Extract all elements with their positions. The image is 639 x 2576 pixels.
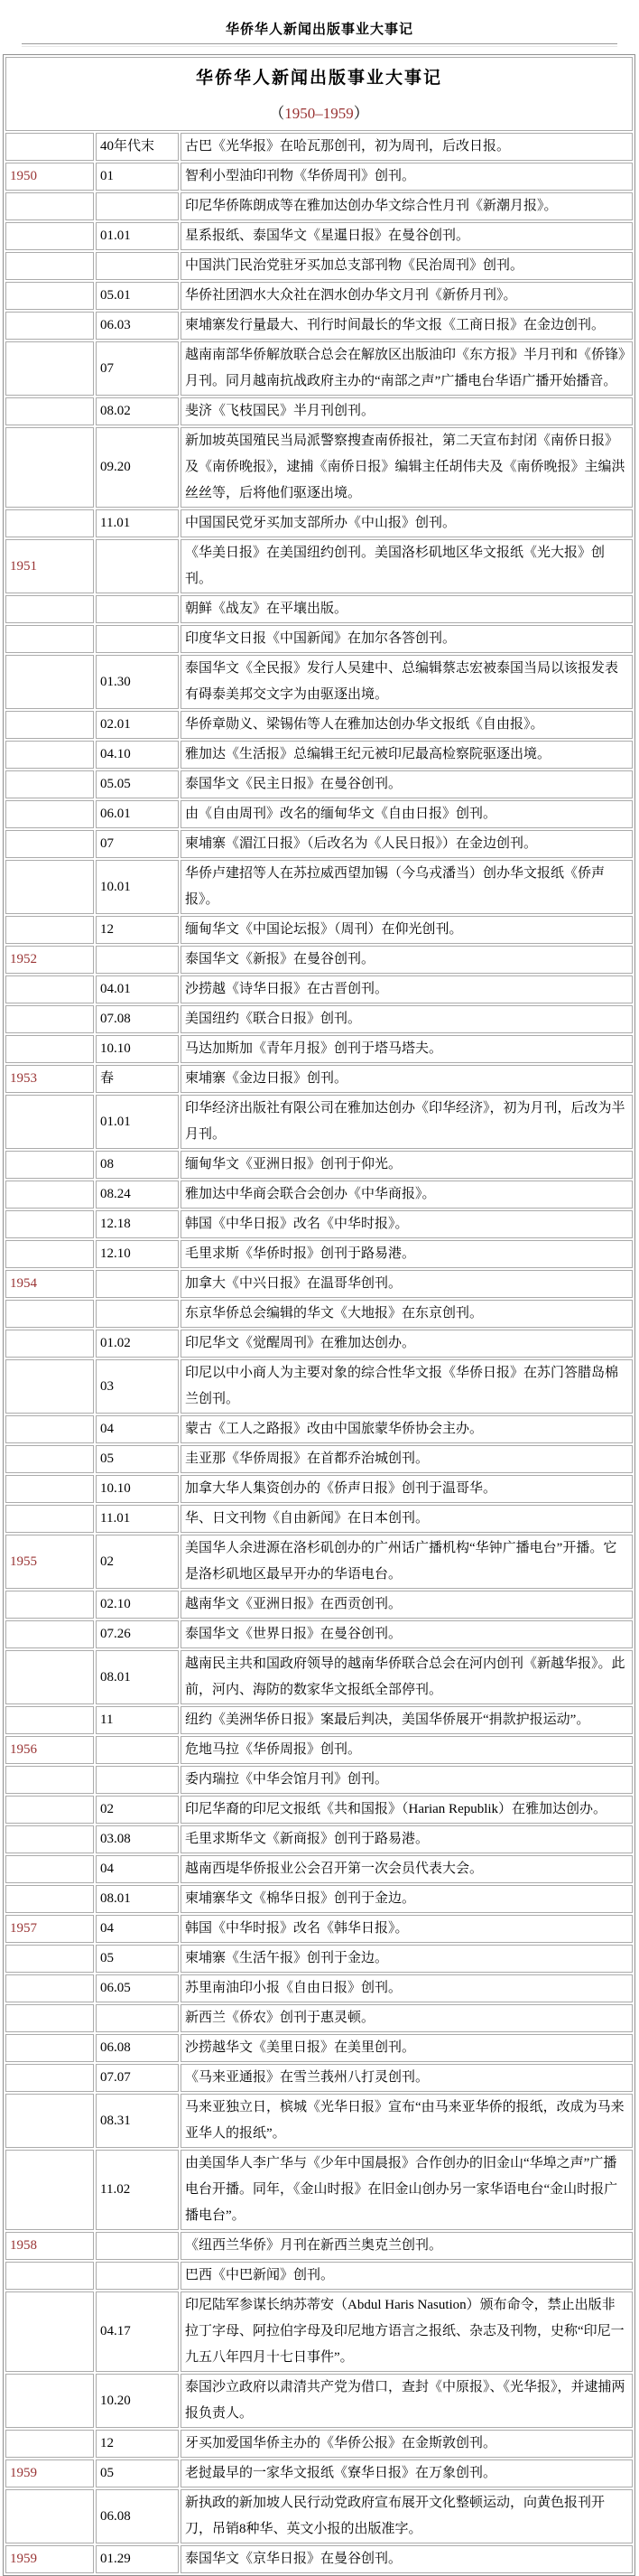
table-row — [5, 595, 633, 623]
table-row — [5, 1766, 633, 1794]
date-cell: 08.02 — [96, 397, 179, 425]
table-title: 华侨华人新闻出版事业大事记 — [195, 69, 442, 88]
date-cell — [96, 2232, 179, 2260]
date-cell: 09.20 — [96, 427, 179, 508]
date-cell — [96, 252, 179, 280]
table-row — [5, 1035, 633, 1063]
date-cell — [96, 1766, 179, 1794]
table-row — [5, 2094, 633, 2148]
date-cell: 02.10 — [96, 1591, 179, 1619]
table-row — [5, 1181, 633, 1209]
date-cell: 02 — [96, 1535, 179, 1589]
date-cell: 06.08 — [96, 2034, 179, 2062]
year-cell — [5, 595, 94, 623]
event-cell: 柬埔寨《金边日报》创刊。 — [181, 1065, 633, 1093]
event-cell: 美国华人余进源在洛杉矶创办的广州话广播机构“华钟广播电台”开播。它是洛杉矶地区最早开办的华语电台。 — [181, 1535, 633, 1589]
table-row — [5, 2430, 633, 2458]
table-row — [5, 916, 633, 944]
date-cell: 08.31 — [96, 2094, 179, 2148]
table-row — [5, 312, 633, 340]
date-cell: 01.30 — [96, 655, 179, 709]
subtitle-year-range: 1950–1959 — [284, 105, 354, 122]
table-subtitle — [8, 100, 630, 123]
event-cell: 朝鲜《战友》在平壤出版。 — [181, 595, 633, 623]
table-row — [5, 1885, 633, 1913]
year-cell — [5, 655, 94, 709]
event-cell: 华侨卢建招等人在苏拉威西望加锡（今乌戎潘当）创办华文报纸《侨声报》。 — [181, 860, 633, 914]
table-row — [5, 830, 633, 858]
year-cell — [5, 2064, 94, 2092]
date-cell: 05 — [96, 2459, 179, 2487]
date-cell: 06.08 — [96, 2489, 179, 2543]
event-cell: 委内瑞拉《中华会馆月刊》创刊。 — [181, 1766, 633, 1794]
date-cell: 02 — [96, 1796, 179, 1824]
table-row — [5, 1736, 633, 1764]
table-row — [5, 1415, 633, 1443]
table-row — [5, 2004, 633, 2032]
date-cell: 06.01 — [96, 800, 179, 828]
date-cell: 07 — [96, 830, 179, 858]
table-row — [5, 1240, 633, 1268]
event-cell: 雅加达中华商会联合会创办《中华商报》。 — [181, 1181, 633, 1209]
event-cell: 印尼华文《觉醒周刊》在雅加达创办。 — [181, 1330, 633, 1358]
table-row — [5, 2545, 633, 2573]
table-row — [5, 1855, 633, 1883]
year-cell — [5, 916, 94, 944]
table-row — [5, 1591, 633, 1619]
date-cell: 11.02 — [96, 2150, 179, 2230]
table-row — [5, 1796, 633, 1824]
year-cell — [5, 2430, 94, 2458]
table-row — [5, 133, 633, 161]
date-cell: 01 — [96, 163, 179, 191]
event-cell: 印尼华侨陈朗成等在雅加达创办华文综合性月刊《新潮月报》。 — [181, 192, 633, 220]
event-cell: 《纽西兰华侨》月刊在新西兰奥克兰创刊。 — [181, 2232, 633, 2260]
event-cell: 雅加达《生活报》总编辑王纪元被印尼最高检察院驱逐出境。 — [181, 741, 633, 769]
year-cell — [5, 800, 94, 828]
event-cell: 沙捞越华文《美里日报》在美里创刊。 — [181, 2034, 633, 2062]
table-row — [5, 1065, 633, 1093]
year-cell — [5, 2094, 94, 2148]
event-cell: 柬埔寨华文《棉华日报》创刊于金边。 — [181, 1885, 633, 1913]
year-cell — [5, 1945, 94, 1973]
table-row — [5, 252, 633, 280]
event-cell: 印尼以中小商人为主要对象的综合性华文报《华侨日报》在苏门答腊岛棉兰创刊。 — [181, 1359, 633, 1414]
date-cell — [96, 595, 179, 623]
table-row — [5, 860, 633, 914]
event-cell: 《马来亚通报》在雪兰莪州八打灵创刊。 — [181, 2064, 633, 2092]
year-cell: 1959 — [5, 2459, 94, 2487]
date-cell: 04.01 — [96, 975, 179, 1003]
event-cell: 印尼陆军参谋长纳苏蒂安（Abdul Haris Nasution）颁布命令，禁止出版非拉丁字母、阿拉伯字母及印尼地方语言之报纸、杂志及刊物，史称“印尼一九五八年四月十七日事件”。 — [181, 2291, 633, 2372]
year-cell — [5, 2291, 94, 2372]
event-cell: 泰国华文《世界日报》在曼谷创刊。 — [181, 1620, 633, 1648]
event-cell: 中国洪门民治党驻牙买加总支部刊物《民治周刊》创刊。 — [181, 252, 633, 280]
year-cell — [5, 133, 94, 161]
table-header-row — [5, 57, 633, 131]
event-cell: 新执政的新加坡人民行动党政府宣布展开文化整顿运动，向黄色报刊开刀，吊销8种华、英文小报的出版准字。 — [181, 2489, 633, 2543]
year-cell — [5, 1330, 94, 1358]
year-cell — [5, 1974, 94, 2002]
year-cell — [5, 192, 94, 220]
date-cell: 07.07 — [96, 2064, 179, 2092]
year-cell — [5, 1445, 94, 1473]
table-row — [5, 1915, 633, 1943]
date-cell: 05 — [96, 1945, 179, 1973]
event-cell: 越南华文《亚洲日报》在西贡创刊。 — [181, 1591, 633, 1619]
event-cell: 由《自由周刊》改名的缅甸华文《自由日报》创刊。 — [181, 800, 633, 828]
table-body — [5, 133, 633, 2573]
table-row — [5, 1210, 633, 1238]
year-cell — [5, 1796, 94, 1824]
table-row — [5, 2262, 633, 2290]
year-cell — [5, 252, 94, 280]
event-cell: 印度华文日报《中国新闻》在加尔各答创刊。 — [181, 625, 633, 653]
event-cell: 中国国民党牙买加支部所办《中山报》创刊。 — [181, 509, 633, 537]
table-row — [5, 800, 633, 828]
table-row — [5, 1945, 633, 1973]
year-cell — [5, 2374, 94, 2428]
table-row — [5, 1505, 633, 1533]
year-cell — [5, 2150, 94, 2230]
event-cell: 柬埔寨《生活午报》创刊于金边。 — [181, 1945, 633, 1973]
date-cell: 05 — [96, 1445, 179, 1473]
year-cell — [5, 1151, 94, 1179]
date-cell: 04.10 — [96, 741, 179, 769]
table-row — [5, 397, 633, 425]
date-cell: 06.03 — [96, 312, 179, 340]
year-cell — [5, 1359, 94, 1414]
date-cell: 03 — [96, 1359, 179, 1414]
year-cell — [5, 1825, 94, 1853]
table-row — [5, 1151, 633, 1179]
year-cell — [5, 1855, 94, 1883]
event-cell: 斐济《飞枝国民》半月刊创刊。 — [181, 397, 633, 425]
page-title: 华侨华人新闻出版事业大事记 — [225, 23, 413, 37]
table-row — [5, 975, 633, 1003]
table-row — [5, 1270, 633, 1298]
event-cell: 泰国华文《民主日报》在曼谷创刊。 — [181, 770, 633, 798]
table-row — [5, 770, 633, 798]
table-row — [5, 282, 633, 310]
table-row — [5, 1445, 633, 1473]
year-cell: 1955 — [5, 1535, 94, 1589]
date-cell: 07.26 — [96, 1620, 179, 1648]
date-cell — [96, 2262, 179, 2290]
table-row — [5, 539, 633, 593]
event-cell: 柬埔寨发行量最大、刊行时间最长的华文报《工商日报》在金边创刊。 — [181, 312, 633, 340]
event-cell: 越南南部华侨解放联合总会在解放区出版油印《东方报》半月刊和《侨锋》月刊。同月越南抗战政府主办的“南部之声”广播电台华语广播开始播音。 — [181, 341, 633, 396]
event-cell: 马来亚独立日，槟城《光华日报》宣布“由马来亚华侨的报纸，改成为马来亚华人的报纸”。 — [181, 2094, 633, 2148]
event-cell: 泰国沙立政府以肃清共产党为借口，查封《中原报》、《光华报》，并逮捕两报负责人。 — [181, 2374, 633, 2428]
date-cell: 05.01 — [96, 282, 179, 310]
year-cell — [5, 2262, 94, 2290]
date-cell: 01.02 — [96, 1330, 179, 1358]
date-cell: 02.01 — [96, 711, 179, 739]
date-cell: 04 — [96, 1855, 179, 1883]
year-cell — [5, 1005, 94, 1033]
table-row — [5, 341, 633, 396]
table-row — [5, 655, 633, 709]
year-cell — [5, 222, 94, 250]
date-cell — [96, 1736, 179, 1764]
year-cell — [5, 1620, 94, 1648]
table-row — [5, 946, 633, 974]
date-cell: 11.01 — [96, 509, 179, 537]
table-row — [5, 2150, 633, 2230]
date-cell: 01.29 — [96, 2545, 179, 2573]
date-cell: 08.01 — [96, 1885, 179, 1913]
date-cell — [96, 1270, 179, 1298]
event-cell: 华侨章勋义、梁锡佑等人在雅加达创办华文报纸《自由报》。 — [181, 711, 633, 739]
table-row — [5, 1620, 633, 1648]
table-row — [5, 1650, 633, 1704]
event-cell: 由美国华人李广华与《少年中国晨报》合作创办的旧金山“华埠之声”广播电台开播。同年，《金山时报》在旧金山创办另一家华语电台“金山时报广播电台”。 — [181, 2150, 633, 2230]
event-cell: 加拿大华人集资创办的《侨声日报》创刊于温哥华。 — [181, 1475, 633, 1503]
year-cell — [5, 2004, 94, 2032]
events-table — [3, 54, 635, 2576]
year-cell — [5, 1475, 94, 1503]
table-row — [5, 2459, 633, 2487]
event-cell: 《华美日报》在美国纽约创刊。美国洛杉矶地区华文报纸《光大报》创刊。 — [181, 539, 633, 593]
date-cell: 10.01 — [96, 860, 179, 914]
event-cell: 蒙古《工人之路报》改由中国旅蒙华侨协会主办。 — [181, 1415, 633, 1443]
event-cell: 韩国《中华日报》改名《中华时报》。 — [181, 1210, 633, 1238]
date-cell: 07 — [96, 341, 179, 396]
table-row — [5, 1330, 633, 1358]
table-row — [5, 2034, 633, 2062]
date-cell — [96, 539, 179, 593]
year-cell — [5, 1885, 94, 1913]
year-cell: 1958 — [5, 2232, 94, 2260]
year-cell: 1954 — [5, 1270, 94, 1298]
event-cell: 印尼华裔的印尼文报纸《共和国报》（Harian Republik）在雅加达创办。 — [181, 1796, 633, 1824]
event-cell: 危地马拉《华侨周报》创刊。 — [181, 1736, 633, 1764]
table-row — [5, 625, 633, 653]
year-cell — [5, 2489, 94, 2543]
year-cell — [5, 509, 94, 537]
date-cell: 12 — [96, 2430, 179, 2458]
date-cell: 07.08 — [96, 1005, 179, 1033]
date-cell: 08.24 — [96, 1181, 179, 1209]
table-row — [5, 2374, 633, 2428]
event-cell: 加拿大《中兴日报》在温哥华创刊。 — [181, 1270, 633, 1298]
year-cell: 1950 — [5, 163, 94, 191]
title-divider — [22, 43, 617, 47]
year-cell — [5, 1095, 94, 1149]
event-cell: 苏里南油印小报《自由日报》创刊。 — [181, 1974, 633, 2002]
date-cell: 12.10 — [96, 1240, 179, 1268]
table-row — [5, 1300, 633, 1328]
table-row — [5, 1535, 633, 1589]
table-row — [5, 1974, 633, 2002]
year-cell — [5, 282, 94, 310]
table-row — [5, 1095, 633, 1149]
date-cell: 04.17 — [96, 2291, 179, 2372]
event-cell: 纽约《美洲华侨日报》案最后判决，美国华侨展开“捐款护报运动”。 — [181, 1706, 633, 1734]
event-cell: 毛里求斯华文《新商报》创刊于路易港。 — [181, 1825, 633, 1853]
event-cell: 星系报纸、泰国华文《星暹日报》在曼谷创刊。 — [181, 222, 633, 250]
year-cell: 1959 — [5, 2545, 94, 2573]
year-cell — [5, 1035, 94, 1063]
date-cell: 10.20 — [96, 2374, 179, 2428]
year-cell — [5, 975, 94, 1003]
year-cell — [5, 711, 94, 739]
year-cell — [5, 1766, 94, 1794]
event-cell: 华侨社团泗水大众社在泗水创办华文月刊《新侨月刊》。 — [181, 282, 633, 310]
year-cell — [5, 1505, 94, 1533]
event-cell: 古巴《光华报》在哈瓦那创刊，初为周刊，后改日报。 — [181, 133, 633, 161]
year-cell — [5, 770, 94, 798]
date-cell — [96, 625, 179, 653]
table-row — [5, 711, 633, 739]
year-cell — [5, 1706, 94, 1734]
table-row — [5, 2232, 633, 2260]
year-cell — [5, 341, 94, 396]
event-cell: 智利小型油印刊物《华侨周刊》创刊。 — [181, 163, 633, 191]
date-cell — [96, 2004, 179, 2032]
year-cell — [5, 1650, 94, 1704]
date-cell: 40年代末 — [96, 133, 179, 161]
table-row — [5, 509, 633, 537]
year-cell — [5, 625, 94, 653]
date-cell: 01.01 — [96, 222, 179, 250]
year-cell — [5, 397, 94, 425]
table-row — [5, 2489, 633, 2543]
year-cell: 1957 — [5, 1915, 94, 1943]
date-cell: 12 — [96, 916, 179, 944]
date-cell: 06.05 — [96, 1974, 179, 2002]
event-cell: 缅甸华文《中国论坛报》（周刊）在仰光创刊。 — [181, 916, 633, 944]
event-cell: 新加坡英国殖民当局派警察搜查南侨报社，第二天宣布封闭《南侨日报》及《南侨晚报》，逮捕《南侨日报》编辑主任胡伟夫及《南侨晚报》主编洪丝丝等，后将他们驱逐出境。 — [181, 427, 633, 508]
year-cell — [5, 830, 94, 858]
table-row — [5, 1825, 633, 1853]
year-cell — [5, 1591, 94, 1619]
table-row — [5, 1706, 633, 1734]
event-cell: 巴西《中巴新闻》创刊。 — [181, 2262, 633, 2290]
table-row — [5, 2291, 633, 2372]
table-row — [5, 427, 633, 508]
table-row — [5, 222, 633, 250]
table-row — [5, 163, 633, 191]
table-row — [5, 1005, 633, 1033]
date-cell — [96, 192, 179, 220]
event-cell: 老挝最早的一家华文报纸《寮华日报》在万象创刊。 — [181, 2459, 633, 2487]
year-cell: 1951 — [5, 539, 94, 593]
year-cell — [5, 1415, 94, 1443]
date-cell: 春 — [96, 1065, 179, 1093]
event-cell: 华、日文刊物《自由新闻》在日本创刊。 — [181, 1505, 633, 1533]
year-cell — [5, 860, 94, 914]
date-cell: 08.01 — [96, 1650, 179, 1704]
table-row — [5, 192, 633, 220]
table-header-cell — [5, 57, 633, 131]
date-cell: 10.10 — [96, 1035, 179, 1063]
date-cell: 01.01 — [96, 1095, 179, 1149]
year-cell: 1953 — [5, 1065, 94, 1093]
year-cell — [5, 1210, 94, 1238]
event-cell: 韩国《中华时报》改名《韩华日报》。 — [181, 1915, 633, 1943]
date-cell: 08 — [96, 1151, 179, 1179]
year-cell — [5, 1181, 94, 1209]
table-row — [5, 1359, 633, 1414]
event-cell: 泰国华文《京华日报》在曼谷创刊。 — [181, 2545, 633, 2573]
event-cell: 新西兰《侨农》创刊于惠灵顿。 — [181, 2004, 633, 2032]
year-cell — [5, 1300, 94, 1328]
event-cell: 越南西堤华侨报业公会召开第一次会员代表大会。 — [181, 1855, 633, 1883]
date-cell: 03.08 — [96, 1825, 179, 1853]
event-cell: 泰国华文《新报》在曼谷创刊。 — [181, 946, 633, 974]
date-cell: 05.05 — [96, 770, 179, 798]
event-cell: 东京华侨总会编辑的华文《大地报》在东京创刊。 — [181, 1300, 633, 1328]
event-cell: 牙买加爱国华侨主办的《华侨公报》在金斯敦创刊。 — [181, 2430, 633, 2458]
date-cell: 04 — [96, 1915, 179, 1943]
subtitle-paren-close: ） — [353, 105, 369, 122]
date-cell: 04 — [96, 1415, 179, 1443]
date-cell: 10.10 — [96, 1475, 179, 1503]
year-cell — [5, 741, 94, 769]
event-cell: 印华经济出版社有限公司在雅加达创办《印华经济》，初为月刊，后改为半月刊。 — [181, 1095, 633, 1149]
subtitle-paren-open: （ — [269, 105, 285, 122]
year-cell: 1956 — [5, 1736, 94, 1764]
year-cell: 1952 — [5, 946, 94, 974]
year-cell — [5, 427, 94, 508]
event-cell: 泰国华文《全民报》发行人吴建中、总编辑蔡志宏被泰国当局以该报发表有碍泰美邦交文字为由驱逐出境。 — [181, 655, 633, 709]
date-cell: 11 — [96, 1706, 179, 1734]
table-row — [5, 741, 633, 769]
event-cell: 马达加斯加《青年月报》创刊于塔马塔夫。 — [181, 1035, 633, 1063]
event-cell: 毛里求斯《华侨时报》创刊于路易港。 — [181, 1240, 633, 1268]
event-cell: 柬埔寨《湄江日报》（后改名为《人民日报》）在金边创刊。 — [181, 830, 633, 858]
year-cell — [5, 312, 94, 340]
date-cell — [96, 1300, 179, 1328]
table-row — [5, 2064, 633, 2092]
event-cell: 美国纽约《联合日报》创刊。 — [181, 1005, 633, 1033]
event-cell: 沙捞越《诗华日报》在古晋创刊。 — [181, 975, 633, 1003]
event-cell: 缅甸华文《亚洲日报》创刊于仰光。 — [181, 1151, 633, 1179]
year-cell — [5, 2034, 94, 2062]
date-cell: 12.18 — [96, 1210, 179, 1238]
date-cell: 11.01 — [96, 1505, 179, 1533]
event-cell: 圭亚那《华侨周报》在首都乔治城创刊。 — [181, 1445, 633, 1473]
table-row — [5, 1475, 633, 1503]
date-cell — [96, 946, 179, 974]
event-cell: 越南民主共和国政府领导的越南华侨联合总会在河内创刊《新越华报》。此前，河内、海防的数家华文报纸全部停刊。 — [181, 1650, 633, 1704]
year-cell — [5, 1240, 94, 1268]
